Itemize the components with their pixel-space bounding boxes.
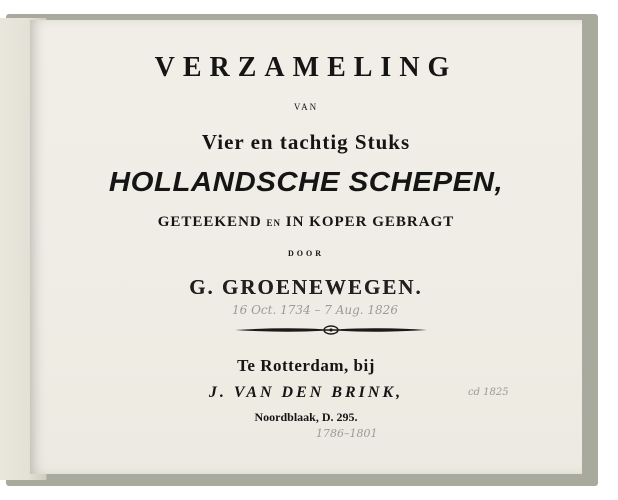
- pencil-annotation-years: 1786–1801: [316, 427, 378, 440]
- van-line: VAN: [293, 102, 319, 112]
- decorative-rule-ornament: [233, 324, 429, 336]
- drawn-en: EN: [266, 218, 281, 228]
- drawn-engraved-line: [30, 214, 582, 231]
- place-line: Te Rotterdam, bij: [237, 356, 375, 375]
- address: Noordblaak, D. 295.: [254, 410, 358, 424]
- title: VERZAMELING: [154, 52, 458, 83]
- pencil-annotation-publisher: cd 1825: [468, 387, 509, 398]
- drawn-part2: IN KOPER GEBRAGT: [285, 214, 455, 230]
- drawn-part1: GETEEKEND: [157, 214, 262, 230]
- door-line: DOOR: [288, 249, 324, 258]
- subtitle: Vier en tachtig Stuks: [201, 130, 411, 154]
- title-page: [30, 20, 582, 474]
- pencil-annotation-dates: 16 Oct. 1734 – 7 Aug. 1826: [232, 303, 398, 317]
- author-name: G. GROENEWEGEN.: [189, 275, 423, 299]
- publisher: J. VAN DEN BRINK,: [208, 384, 404, 401]
- main-title: HOLLANDSCHE SCHEPEN,: [108, 166, 504, 197]
